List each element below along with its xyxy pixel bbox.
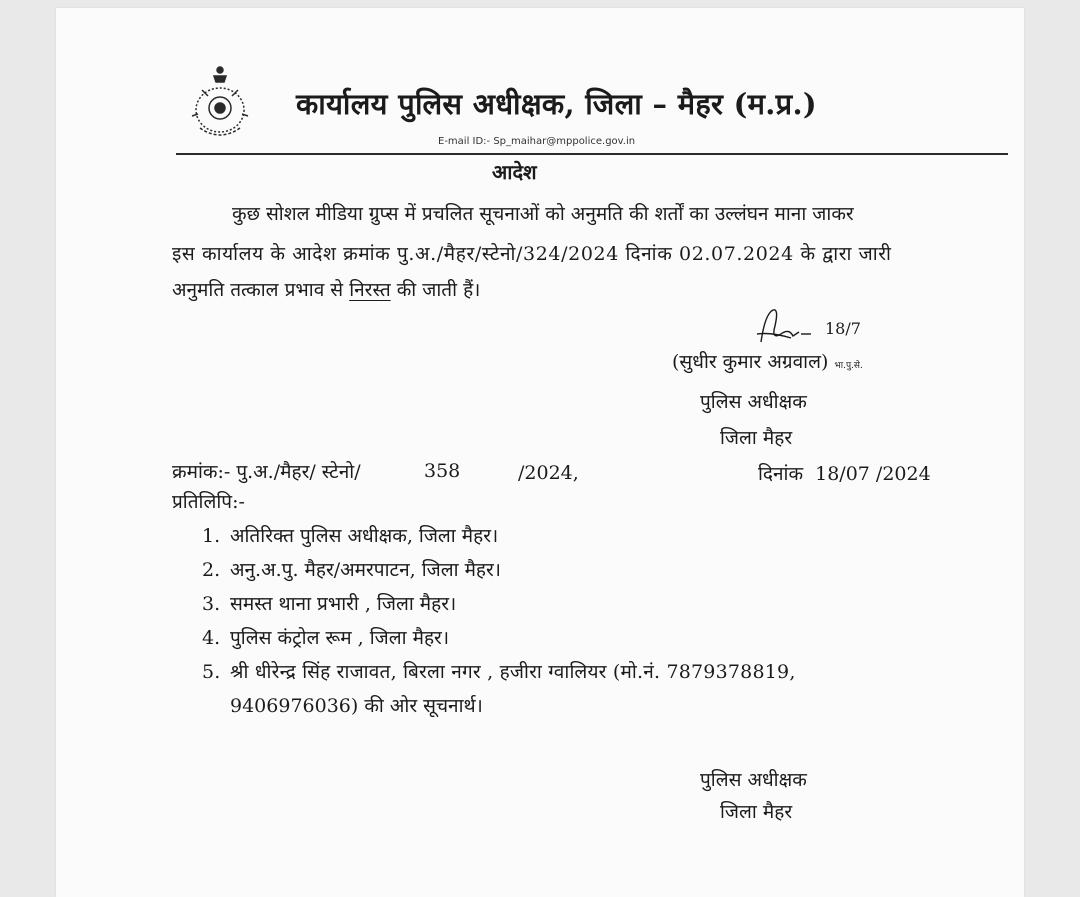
kramank-label: क्रमांक:- पु.अ./मैहर/ स्टेनो/ bbox=[172, 461, 361, 483]
order-heading: आदेश bbox=[492, 160, 537, 184]
kramank-year: /2024, bbox=[518, 462, 579, 484]
signatory-designation: पुलिस अधीक्षक bbox=[700, 391, 807, 413]
copy-item-text: अतिरिक्त पुलिस अधीक्षक, जिला मैहर। bbox=[230, 525, 499, 547]
copy-label: प्रतिलिपि:- bbox=[172, 491, 245, 513]
cancelled-word: निरस्त bbox=[349, 279, 391, 301]
copy-item-5 bbox=[202, 658, 796, 684]
date-label: दिनांक bbox=[758, 463, 804, 485]
order-body-line-3-start: अनुमति तत्काल प्रभाव से bbox=[172, 279, 344, 301]
copy-item-5-continuation: 9406976036) की ओर सूचनार्थ। bbox=[230, 695, 483, 717]
copy-item-text: पुलिस कंट्रोल रूम , जिला मैहर। bbox=[230, 627, 450, 649]
signature-date: 18/7 bbox=[825, 319, 861, 338]
signatory-district: जिला मैहर bbox=[720, 427, 793, 449]
copy-item-1 bbox=[202, 522, 498, 548]
copy-item-text: अनु.अ.पु. मैहर/अमरपाटन, जिला मैहर। bbox=[230, 559, 501, 581]
copy-item-number: 1. bbox=[202, 525, 221, 547]
order-body-line-3-end: की जाती हैं। bbox=[396, 279, 481, 301]
order-body-line-1: कुछ सोशल मीडिया ग्रुप्स में प्रचलित सूचनाओं को अनुमति की शर्तों का उल्लंघन माना जाकर bbox=[232, 203, 854, 225]
copy-item-3 bbox=[202, 590, 456, 616]
signatory-name-line bbox=[672, 348, 863, 374]
copy-item-2 bbox=[202, 556, 501, 582]
footer-designation: पुलिस अधीक्षक bbox=[700, 769, 807, 791]
copy-item-number: 3. bbox=[202, 593, 221, 615]
footer-district: जिला मैहर bbox=[720, 801, 793, 823]
date-value: 18/07 /2024 bbox=[815, 463, 931, 485]
order-body-line-3 bbox=[172, 276, 480, 302]
copy-item-text: श्री धीरेन्द्र सिंह राजावत, बिरला नगर , हजीरा ग्वालियर (मो.नं. 7879378819, bbox=[230, 661, 796, 683]
order-body-line-2: इस कार्यालय के आदेश क्रमांक पु.अ./मैहर/स्टेनो/324/2024 दिनांक 02.07.2024 के द्वारा जारी bbox=[172, 243, 892, 265]
header-divider bbox=[176, 153, 1008, 155]
order-document bbox=[56, 8, 1024, 897]
email-id: E-mail ID:- Sp_maihar@mppolice.gov.in bbox=[438, 136, 636, 147]
signatory-service: भा.पु.से. bbox=[834, 361, 863, 371]
copy-item-4 bbox=[202, 624, 449, 650]
copy-item-number: 4. bbox=[202, 627, 221, 649]
copy-item-number: 5. bbox=[202, 661, 221, 683]
police-emblem-icon bbox=[184, 64, 256, 144]
copy-item-number: 2. bbox=[202, 559, 221, 581]
signatory-name: (सुधीर कुमार अग्रवाल) bbox=[672, 351, 829, 373]
signature-icon bbox=[751, 304, 871, 354]
reference-date bbox=[758, 460, 931, 486]
copy-item-text: समस्त थाना प्रभारी , जिला मैहर। bbox=[230, 593, 457, 615]
office-title: कार्यालय पुलिस अधीक्षक, जिला – मैहर (म.प्र.) bbox=[296, 87, 817, 121]
kramank-number: 358 bbox=[424, 460, 461, 482]
